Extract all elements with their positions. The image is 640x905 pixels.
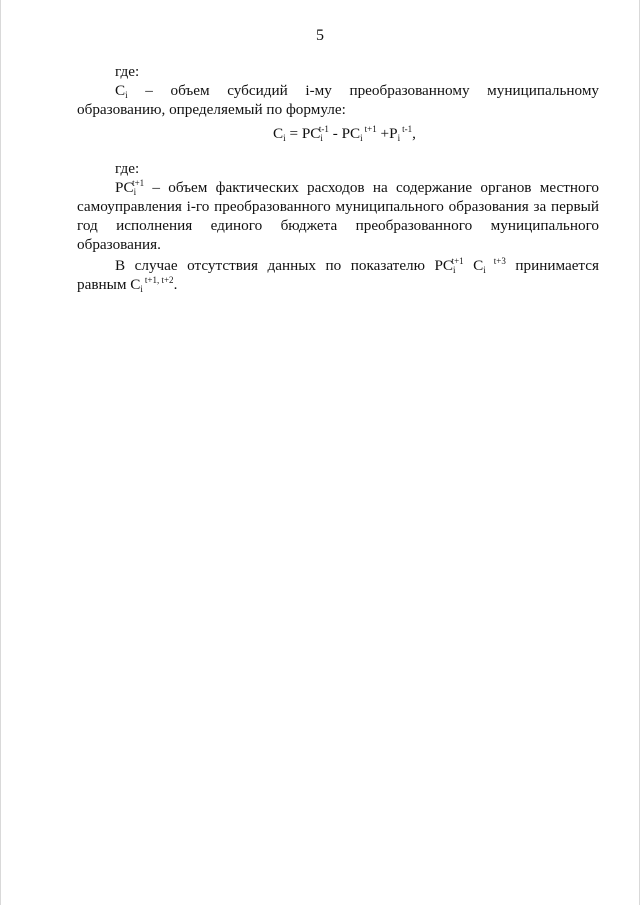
where-label-1: где: bbox=[115, 63, 140, 80]
definition-pc-line-3: год исполнения единого бюджета преобразованного муниципального bbox=[77, 217, 600, 234]
definition-pc-line-2: самоуправления i-го преобразованного муниципального образования за первый bbox=[77, 198, 599, 215]
page-number: 5 bbox=[316, 27, 324, 44]
definition-ci-line-2: образованию, определяемый по формуле: bbox=[77, 101, 346, 118]
symbol-pc: $PC_i^{t+1}$ bbox=[115, 178, 145, 197]
missing-data-line-1: В случае отсутствия данных по показателю $PC_i^{t+1}$ $С_i^{t+3}$ принимается bbox=[115, 256, 599, 275]
missing-data-line-2: равным $С_i^{t+1, t+2}$. bbox=[77, 275, 178, 294]
definition-pc-line-4: образования. bbox=[77, 236, 161, 253]
formula-ci: $С_i = PC_i^{t-1} - PC_i^{t+1} +P_i^{t-1}$, bbox=[273, 124, 416, 143]
symbol-ci-ref: $С_i^{t+3}$ bbox=[473, 256, 506, 275]
where-label-2: где: bbox=[115, 160, 140, 177]
definition-ci-line-1: $С_i$ – объем субсидий i-му преобразованному муниципальному bbox=[115, 82, 600, 100]
definition-pc-line-1: $PC_i^{t+1}$ – объем фактических расходов на содержание органов местного bbox=[115, 178, 600, 197]
symbol-ci: $С_i$ bbox=[115, 82, 128, 100]
scan-edge-left bbox=[0, 0, 1, 905]
symbol-pc-ref: $PC_i^{t+1}$ bbox=[434, 256, 464, 275]
